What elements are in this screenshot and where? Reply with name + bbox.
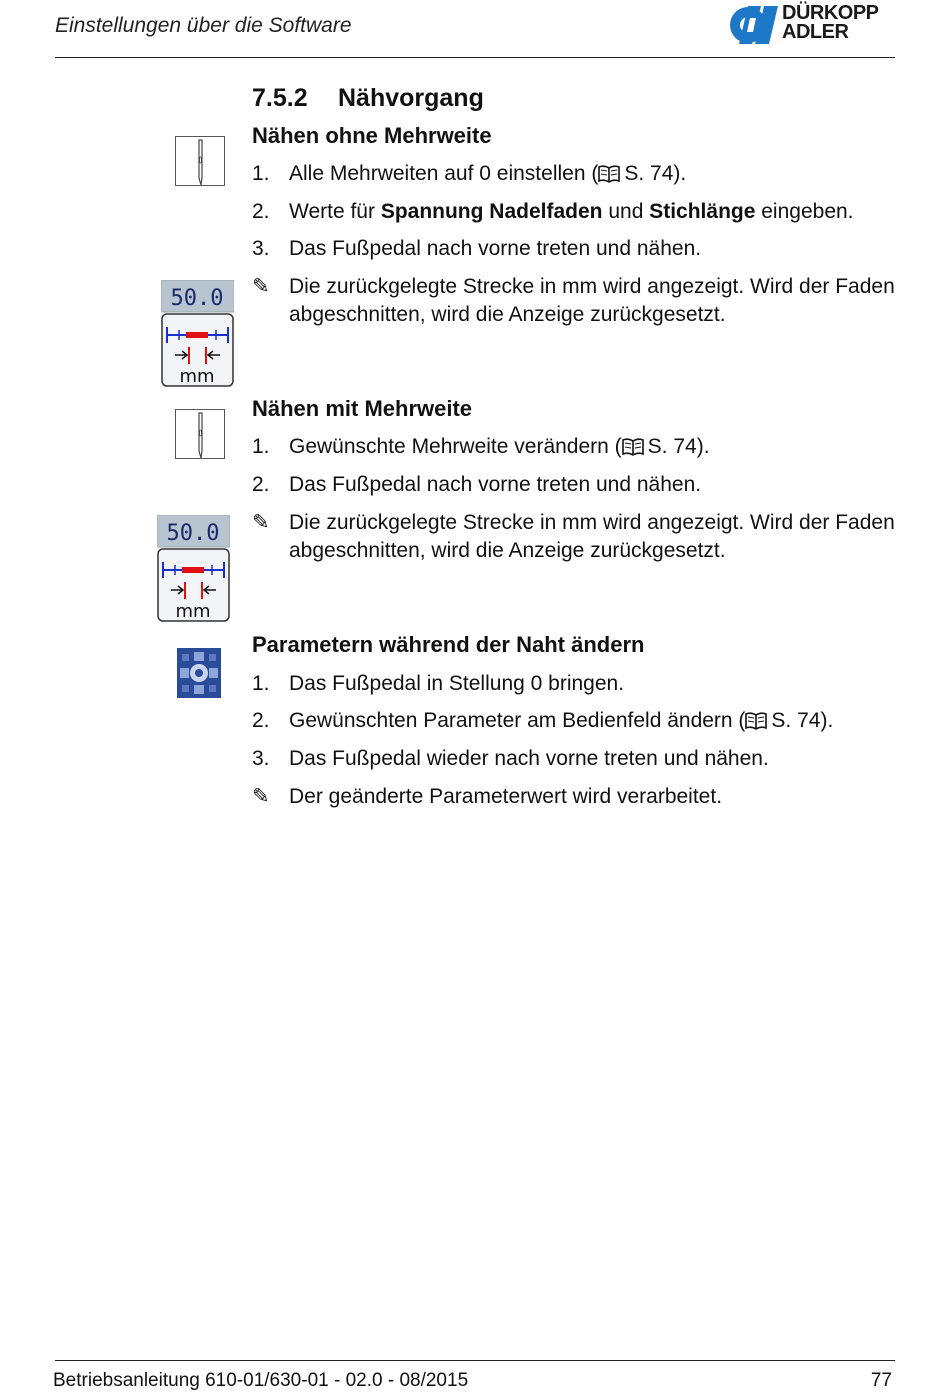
counter-unit: mm	[175, 601, 211, 622]
subheading-mit-mehrweite: Nähen mit Mehrweite	[252, 396, 473, 421]
logo-mark-icon	[728, 4, 780, 46]
section-title: Nähvorgang	[338, 84, 484, 112]
result-item: ✎ Der geänderte Parameterwert wird verarbeitet.	[252, 783, 902, 811]
book-icon	[598, 163, 620, 191]
section-heading	[252, 84, 484, 113]
list-item: 2. Das Fußpedal nach vorne treten und nähen.	[252, 473, 702, 496]
section-number: 7.5.2	[252, 84, 308, 112]
result-item: ✎ Die zurückgelegte Strecke in mm wird angezeigt. Wird der Faden abgeschnitten, wird die Anzeige zurückgesetzt.	[252, 275, 895, 326]
footer-document-info: Betriebsanleitung 610-01/630-01 - 02.0 - 08/2015	[53, 1370, 469, 1391]
logo-line-1: DÜRKOPP	[782, 2, 879, 24]
distance-counter-icon	[161, 280, 234, 388]
book-icon	[622, 436, 644, 464]
logo-line-2: ADLER	[782, 21, 849, 43]
result-arrow-icon: ✎	[252, 785, 270, 808]
page-reference-link[interactable]: S. 74).	[771, 709, 834, 732]
result-item: ✎ Die zurückgelegte Strecke in mm wird angezeigt. Wird der Faden abgeschnitten, wird die Anzeige zurückgesetzt.	[252, 511, 895, 562]
list-item: 2. Gewünschten Parameter am Bedienfeld ändern ( S. 74).	[252, 707, 902, 738]
needle-icon	[175, 409, 225, 459]
needle-icon	[175, 136, 225, 186]
subheading-parameter-aendern: Parametern während der Naht ändern	[252, 632, 645, 657]
list-item: 3. Das Fußpedal nach vorne treten und nähen.	[252, 237, 702, 260]
book-icon	[745, 710, 767, 738]
list-item: 1. Gewünschte Mehrweite verändern ( S. 74).	[252, 433, 902, 464]
list-item: 2. Werte für Spannung Nadelfaden und Stichlänge eingeben.	[252, 200, 854, 223]
result-arrow-icon: ✎	[252, 275, 270, 298]
counter-value: 50.0	[170, 286, 224, 311]
duerkopp-adler-logo	[728, 4, 898, 48]
list-item: 3. Das Fußpedal wieder nach vorne treten und nähen.	[252, 747, 769, 770]
page-header-title: Einstellungen über die Software	[55, 14, 352, 37]
parameter-settings-icon	[177, 648, 221, 698]
page-number: 77	[870, 1370, 892, 1391]
page-reference-link[interactable]: S. 74).	[647, 435, 710, 458]
counter-unit: mm	[179, 366, 215, 387]
list-item: 1. Das Fußpedal in Stellung 0 bringen.	[252, 672, 625, 695]
distance-counter-icon	[157, 515, 230, 623]
list-item: 1. Alle Mehrweiten auf 0 einstellen ( S. 74).	[252, 160, 902, 191]
counter-value: 50.0	[166, 521, 220, 546]
header-rule	[55, 57, 895, 58]
subheading-ohne-mehrweite: Nähen ohne Mehrweite	[252, 123, 492, 148]
result-arrow-icon: ✎	[252, 511, 270, 534]
footer-rule	[55, 1360, 895, 1361]
page-reference-link[interactable]: S. 74).	[624, 162, 687, 185]
logo-text	[782, 4, 879, 42]
